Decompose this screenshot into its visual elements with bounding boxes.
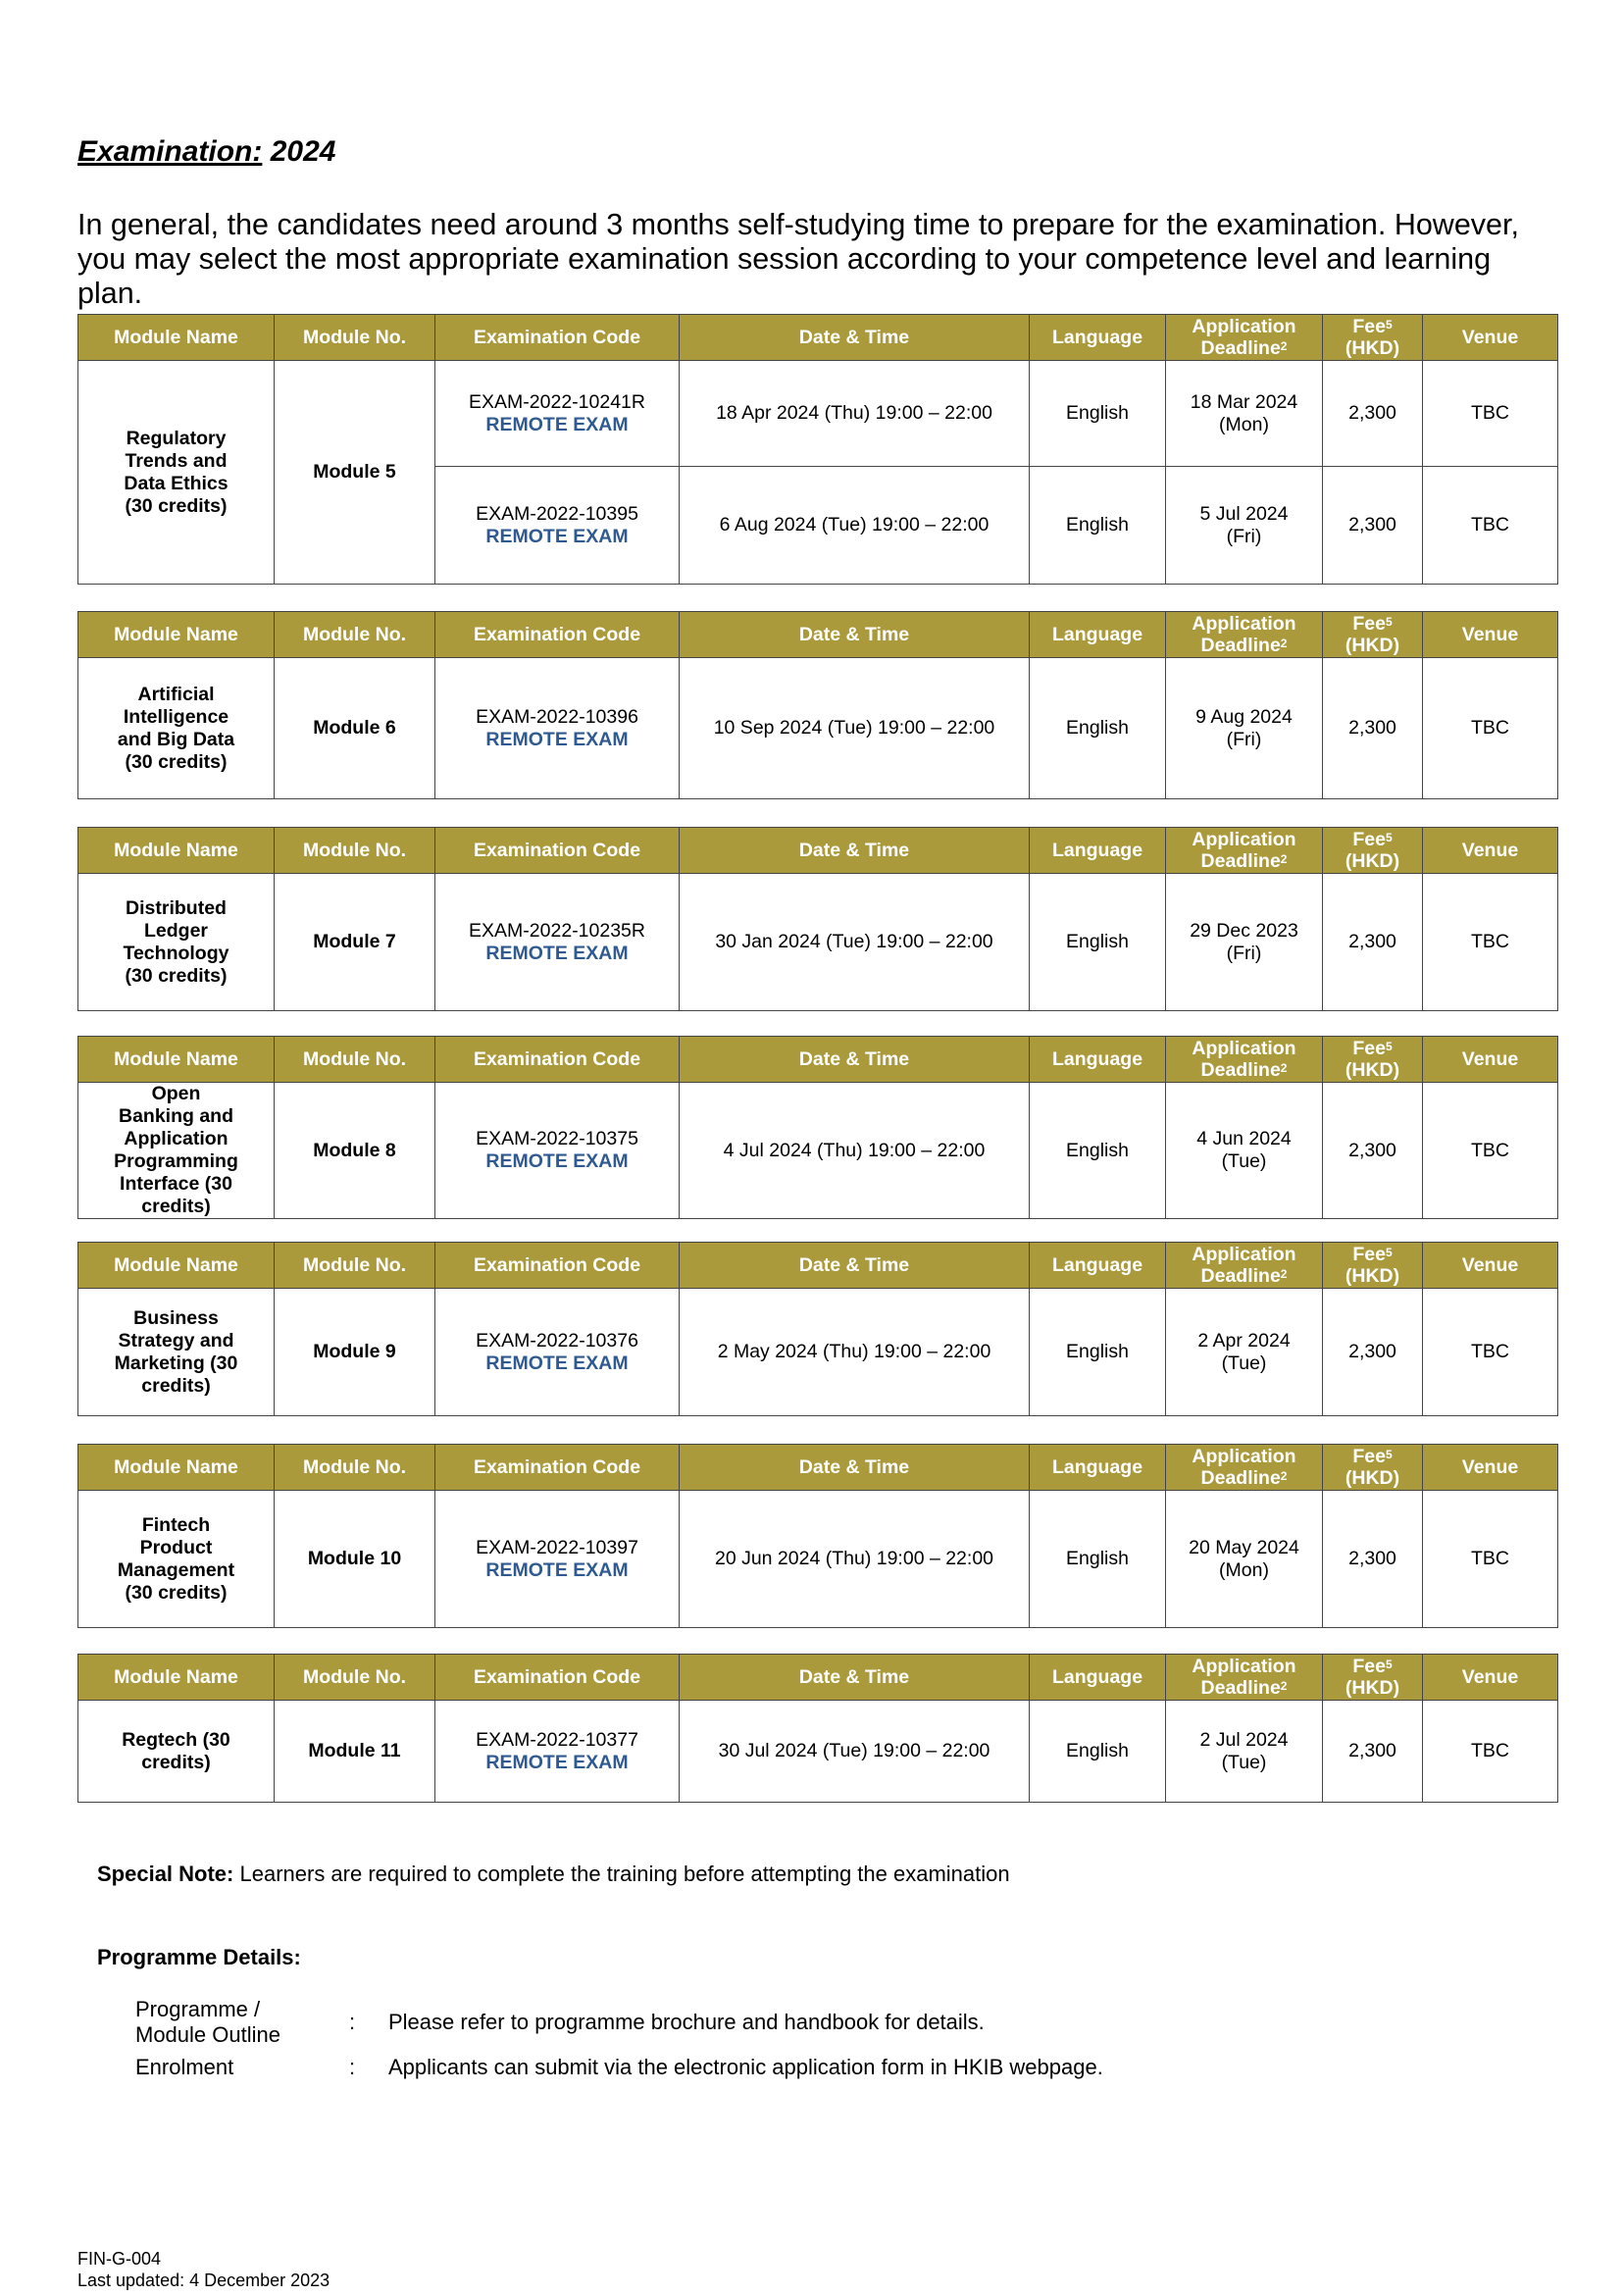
outline-colon: : (349, 2010, 356, 2034)
outline-value: Please refer to programme brochure and handbook for details. (388, 2010, 985, 2034)
header-venue: Venue (1423, 1445, 1558, 1491)
fee: 2,300 (1323, 1491, 1423, 1628)
header-venue: Venue (1423, 1655, 1558, 1701)
header-date-time: Date & Time (680, 1243, 1030, 1289)
programme-details-heading: Programme Details: (97, 1945, 301, 1969)
language: English (1030, 874, 1166, 1011)
header-venue: Venue (1423, 315, 1558, 361)
table-header-row (78, 1037, 1558, 1083)
table-row (78, 1083, 1558, 1219)
fee: 2,300 (1323, 361, 1423, 467)
exam-code: EXAM-2022-10396 REMOTE EXAM (435, 658, 680, 799)
table-row (78, 361, 1558, 467)
header-module-no: Module No. (275, 1445, 435, 1491)
module-no: Module 7 (275, 874, 435, 1011)
module-no: Module 10 (275, 1491, 435, 1628)
module-name: Business Strategy and Marketing (30 credits) (78, 1289, 275, 1416)
remote-exam-label: REMOTE EXAM (485, 1751, 629, 1773)
date-time: 6 Aug 2024 (Tue) 19:00 – 22:00 (680, 467, 1030, 585)
module-name: Regtech (30 credits) (78, 1701, 275, 1803)
fee: 2,300 (1323, 1289, 1423, 1416)
remote-exam-label: REMOTE EXAM (485, 942, 629, 964)
header-deadline: Application Deadline$^2$ (1166, 612, 1323, 658)
table-header-row (78, 1243, 1558, 1289)
language: English (1030, 1701, 1166, 1803)
exam-table (77, 314, 1558, 585)
fee: 2,300 (1323, 1701, 1423, 1803)
fee: 2,300 (1323, 1083, 1423, 1219)
header-exam-code: Examination Code (435, 612, 680, 658)
special-note-text: Learners are required to complete the training before attempting the examination (233, 1862, 1010, 1886)
fee: 2,300 (1323, 467, 1423, 585)
last-updated: Last updated: 4 December 2023 (77, 2270, 330, 2290)
special-note (97, 1862, 1010, 1887)
page-title (77, 135, 335, 169)
exam-code: EXAM-2022-10377 REMOTE EXAM (435, 1701, 680, 1803)
header-date-time: Date & Time (680, 612, 1030, 658)
header-module-name: Module Name (78, 1037, 275, 1083)
exam-code: EXAM-2022-10235R REMOTE EXAM (435, 874, 680, 1011)
header-exam-code: Examination Code (435, 828, 680, 874)
header-fee: Fee$^5$ (HKD) (1323, 1243, 1423, 1289)
module-no: Module 6 (275, 658, 435, 799)
header-exam-code: Examination Code (435, 315, 680, 361)
venue: TBC (1423, 658, 1558, 799)
table-row (78, 874, 1558, 1011)
header-fee: Fee$^5$ (HKD) (1323, 1445, 1423, 1491)
header-venue: Venue (1423, 612, 1558, 658)
language: English (1030, 1083, 1166, 1219)
header-module-no: Module No. (275, 828, 435, 874)
remote-exam-label: REMOTE EXAM (485, 413, 629, 435)
module-name: Distributed Ledger Technology (30 credits) (78, 874, 275, 1011)
header-module-name: Module Name (78, 828, 275, 874)
module-no: Module 8 (275, 1083, 435, 1219)
venue: TBC (1423, 1083, 1558, 1219)
date-time: 20 Jun 2024 (Thu) 19:00 – 22:00 (680, 1491, 1030, 1628)
language: English (1030, 1491, 1166, 1628)
outline-label (135, 1997, 280, 2048)
header-date-time: Date & Time (680, 1655, 1030, 1701)
title-label: Examination: (77, 135, 263, 168)
table-row (78, 1491, 1558, 1628)
header-language: Language (1030, 1243, 1166, 1289)
date-time: 18 Apr 2024 (Thu) 19:00 – 22:00 (680, 361, 1030, 467)
header-deadline: Application Deadline$^2$ (1166, 828, 1323, 874)
exam-table (77, 827, 1558, 1011)
table-header-row (78, 612, 1558, 658)
language: English (1030, 467, 1166, 585)
application-deadline: 2 Jul 2024 (Tue) (1166, 1701, 1323, 1803)
table-header-row (78, 828, 1558, 874)
header-deadline: Application Deadline$^2$ (1166, 1243, 1323, 1289)
module-name: Fintech Product Management (30 credits) (78, 1491, 275, 1628)
date-time: 2 May 2024 (Thu) 19:00 – 22:00 (680, 1289, 1030, 1416)
header-date-time: Date & Time (680, 828, 1030, 874)
language: English (1030, 1289, 1166, 1416)
application-deadline: 29 Dec 2023 (Fri) (1166, 874, 1323, 1011)
module-name: Open Banking and Application Programming Interface (30 credits) (78, 1083, 275, 1219)
header-venue: Venue (1423, 1243, 1558, 1289)
table-row (78, 658, 1558, 799)
venue: TBC (1423, 874, 1558, 1011)
header-module-no: Module No. (275, 1037, 435, 1083)
header-deadline: Application Deadline$^2$ (1166, 1037, 1323, 1083)
intro-paragraph: In general, the candidates need around 3 months self-studying time to prepare for the examination. However, you may select the most appropriate examination session according to your competence level and learning plan. (77, 208, 1519, 310)
header-fee: Fee$^5$ (HKD) (1323, 315, 1423, 361)
exam-table (77, 1654, 1558, 1803)
header-language: Language (1030, 1445, 1166, 1491)
exam-table (77, 1242, 1558, 1416)
venue: TBC (1423, 1289, 1558, 1416)
header-language: Language (1030, 828, 1166, 874)
header-language: Language (1030, 612, 1166, 658)
application-deadline: 5 Jul 2024 (Fri) (1166, 467, 1323, 585)
venue: TBC (1423, 1701, 1558, 1803)
application-deadline: 9 Aug 2024 (Fri) (1166, 658, 1323, 799)
header-exam-code: Examination Code (435, 1243, 680, 1289)
special-note-label: Special Note: (97, 1862, 234, 1886)
language: English (1030, 361, 1166, 467)
title-year: 2024 (270, 135, 336, 168)
header-module-name: Module Name (78, 1655, 275, 1701)
header-module-no: Module No. (275, 1655, 435, 1701)
module-no: Module 11 (275, 1701, 435, 1803)
module-no: Module 9 (275, 1289, 435, 1416)
module-name: Artificial Intelligence and Big Data (30 credits) (78, 658, 275, 799)
table-row (78, 1701, 1558, 1803)
enrolment-colon: : (349, 2055, 356, 2079)
exam-table (77, 1036, 1558, 1219)
header-venue: Venue (1423, 1037, 1558, 1083)
fee: 2,300 (1323, 874, 1423, 1011)
remote-exam-label: REMOTE EXAM (485, 728, 629, 750)
date-time: 30 Jul 2024 (Tue) 19:00 – 22:00 (680, 1701, 1030, 1803)
remote-exam-label: REMOTE EXAM (485, 525, 629, 547)
header-exam-code: Examination Code (435, 1655, 680, 1701)
header-module-no: Module No. (275, 612, 435, 658)
application-deadline: 20 May 2024 (Mon) (1166, 1491, 1323, 1628)
header-fee: Fee$^5$ (HKD) (1323, 1655, 1423, 1701)
header-venue: Venue (1423, 828, 1558, 874)
header-exam-code: Examination Code (435, 1037, 680, 1083)
fee: 2,300 (1323, 658, 1423, 799)
exam-code: EXAM-2022-10397 REMOTE EXAM (435, 1491, 680, 1628)
remote-exam-label: REMOTE EXAM (485, 1150, 629, 1172)
enrolment-label: Enrolment (135, 2055, 234, 2079)
venue: TBC (1423, 361, 1558, 467)
date-time: 30 Jan 2024 (Tue) 19:00 – 22:00 (680, 874, 1030, 1011)
exam-code: EXAM-2022-10241R REMOTE EXAM (435, 361, 680, 467)
module-name: Regulatory Trends and Data Ethics (30 credits) (78, 361, 275, 585)
header-language: Language (1030, 1655, 1166, 1701)
remote-exam-label: REMOTE EXAM (485, 1558, 629, 1581)
module-no: Module 5 (275, 361, 435, 585)
header-deadline: Application Deadline$^2$ (1166, 315, 1323, 361)
remote-exam-label: REMOTE EXAM (485, 1352, 629, 1374)
application-deadline: 4 Jun 2024 (Tue) (1166, 1083, 1323, 1219)
date-time: 4 Jul 2024 (Thu) 19:00 – 22:00 (680, 1083, 1030, 1219)
exam-code: EXAM-2022-10375 REMOTE EXAM (435, 1083, 680, 1219)
application-deadline: 18 Mar 2024 (Mon) (1166, 361, 1323, 467)
header-fee: Fee$^5$ (HKD) (1323, 828, 1423, 874)
header-date-time: Date & Time (680, 1445, 1030, 1491)
date-time: 10 Sep 2024 (Tue) 19:00 – 22:00 (680, 658, 1030, 799)
exam-code: EXAM-2022-10395 REMOTE EXAM (435, 467, 680, 585)
venue: TBC (1423, 1491, 1558, 1628)
header-language: Language (1030, 315, 1166, 361)
outline-label-line1: Programme / (135, 1997, 261, 2021)
header-date-time: Date & Time (680, 315, 1030, 361)
header-deadline: Application Deadline$^2$ (1166, 1655, 1323, 1701)
application-deadline: 2 Apr 2024 (Tue) (1166, 1289, 1323, 1416)
header-module-name: Module Name (78, 1445, 275, 1491)
header-deadline: Application Deadline$^2$ (1166, 1445, 1323, 1491)
exam-table (77, 1444, 1558, 1628)
header-module-no: Module No. (275, 315, 435, 361)
table-header-row (78, 1655, 1558, 1701)
header-language: Language (1030, 1037, 1166, 1083)
enrolment-value: Applicants can submit via the electronic application form in HKIB webpage. (388, 2055, 1103, 2079)
header-module-name: Module Name (78, 1243, 275, 1289)
header-module-name: Module Name (78, 612, 275, 658)
language: English (1030, 658, 1166, 799)
table-header-row (78, 315, 1558, 361)
header-module-no: Module No. (275, 1243, 435, 1289)
doc-code: FIN-G-004 (77, 2249, 162, 2269)
footer (77, 2248, 330, 2291)
header-exam-code: Examination Code (435, 1445, 680, 1491)
outline-label-line2: Module Outline (135, 2022, 280, 2047)
header-date-time: Date & Time (680, 1037, 1030, 1083)
exam-code: EXAM-2022-10376 REMOTE EXAM (435, 1289, 680, 1416)
header-fee: Fee$^5$ (HKD) (1323, 1037, 1423, 1083)
table-row (78, 1289, 1558, 1416)
header-module-name: Module Name (78, 315, 275, 361)
exam-table (77, 611, 1558, 799)
table-header-row (78, 1445, 1558, 1491)
header-fee: Fee$^5$ (HKD) (1323, 612, 1423, 658)
venue: TBC (1423, 467, 1558, 585)
